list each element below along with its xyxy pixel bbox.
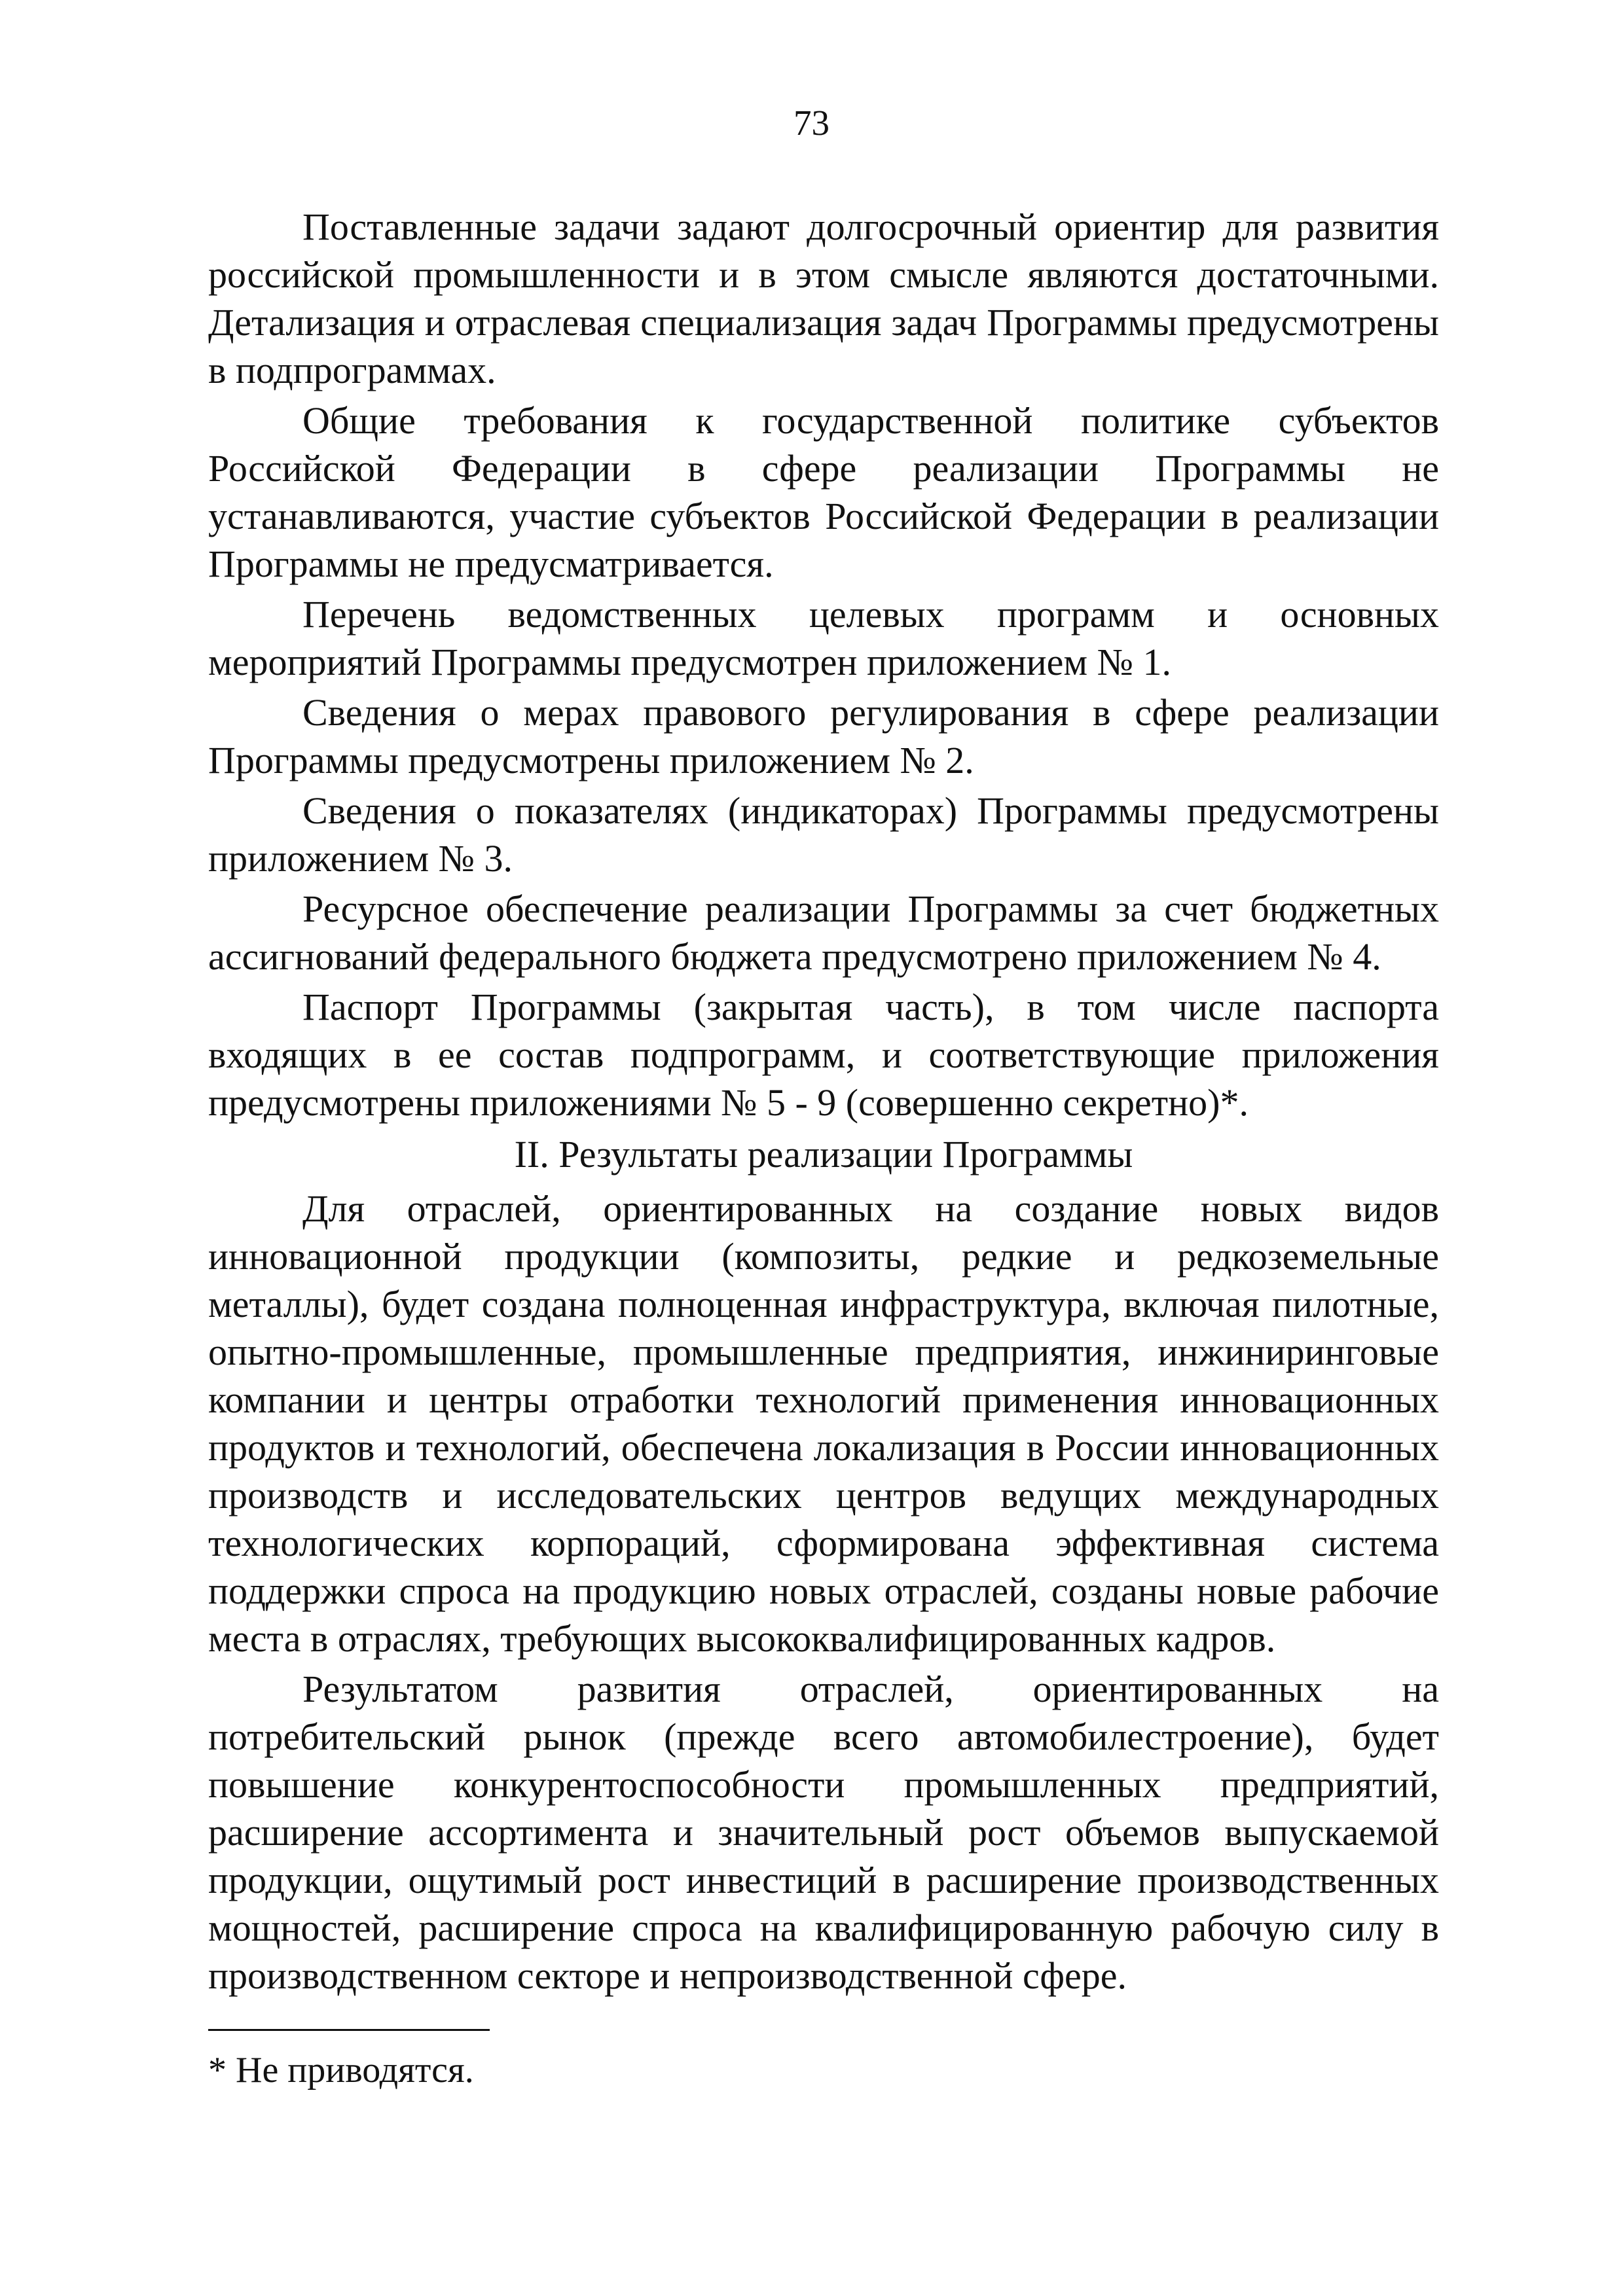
paragraph-passport: Паспорт Программы (закрытая часть), в том числе паспорта входящих в ее состав подпрограмм, и соответствующие приложения предусмотрены приложениями № 5 - 9 (совершенно секретно)*. xyxy=(208,986,1439,1124)
paragraph-appendix-3: Сведения о показателях (индикаторах) Программы предусмотрены приложением № 3. xyxy=(208,789,1439,880)
paragraph-appendix-2: Сведения о мерах правового регулирования в сфере реализации Программы предусмотрены приложением № 2. xyxy=(208,691,1439,781)
paragraph-tasks: Поставленные задачи задают долгосрочный ориентир для развития российской промышленности и в этом смысле являются достаточными. Детализация и отраслевая специализация задач Программы предусмотрены в подпрограммах. xyxy=(208,206,1439,391)
footnote: * Не приводятся. xyxy=(208,2050,474,2090)
paragraph-innovative-industries: Для отраслей, ориентированных на создание новых видов инновационной продукции (композиты, редкие и редкоземельные металлы), будет создана полноценная инфраструктура, включая пилотные, опытно-промышленные, промышленные предприятия, инжиниринговые компании и центры отработки технологий применения инновационных продуктов и технологий, обеспечена локализация в России инновационных производств и исследовательских центров ведущих международных технологических корпораций, сформирована эффективная система поддержки спроса на продукцию новых отраслей, созданы новые рабочие места в отраслях, требующих высококвалифицированных кадров. xyxy=(208,1187,1439,1660)
paragraph-appendix-4: Ресурсное обеспечение реализации Программы за счет бюджетных ассигнований федерального бюджета предусмотрено приложением № 4. xyxy=(208,888,1439,978)
section-heading: II. Результаты реализации Программы xyxy=(514,1133,1133,1175)
document-body xyxy=(208,203,1439,2002)
paragraph-consumer-industries: Результатом развития отраслей, ориентированных на потребительский рынок (прежде всего автомобилестроение), будет повышение конкурентоспособности промышленных предприятий, расширение ассортимента и значительный рост объемов выпускаемой продукции, ощутимый рост инвестиций в расширение производственных мощностей, расширение спроса на квалифицированную рабочую силу в производственном секторе и непроизводственной сфере. xyxy=(208,1668,1439,1997)
footnote-divider xyxy=(208,2029,490,2031)
paragraph-regional-policy: Общие требования к государственной политике субъектов Российской Федерации в сфере реализации Программы не устанавливаются, участие субъектов Российской Федерации в реализации Программы не предусматривается. xyxy=(208,399,1439,585)
paragraph-appendix-1: Перечень ведомственных целевых программ и основных мероприятий Программы предусмотрен приложением № 1. xyxy=(208,593,1439,683)
page-number: 73 xyxy=(793,103,830,143)
